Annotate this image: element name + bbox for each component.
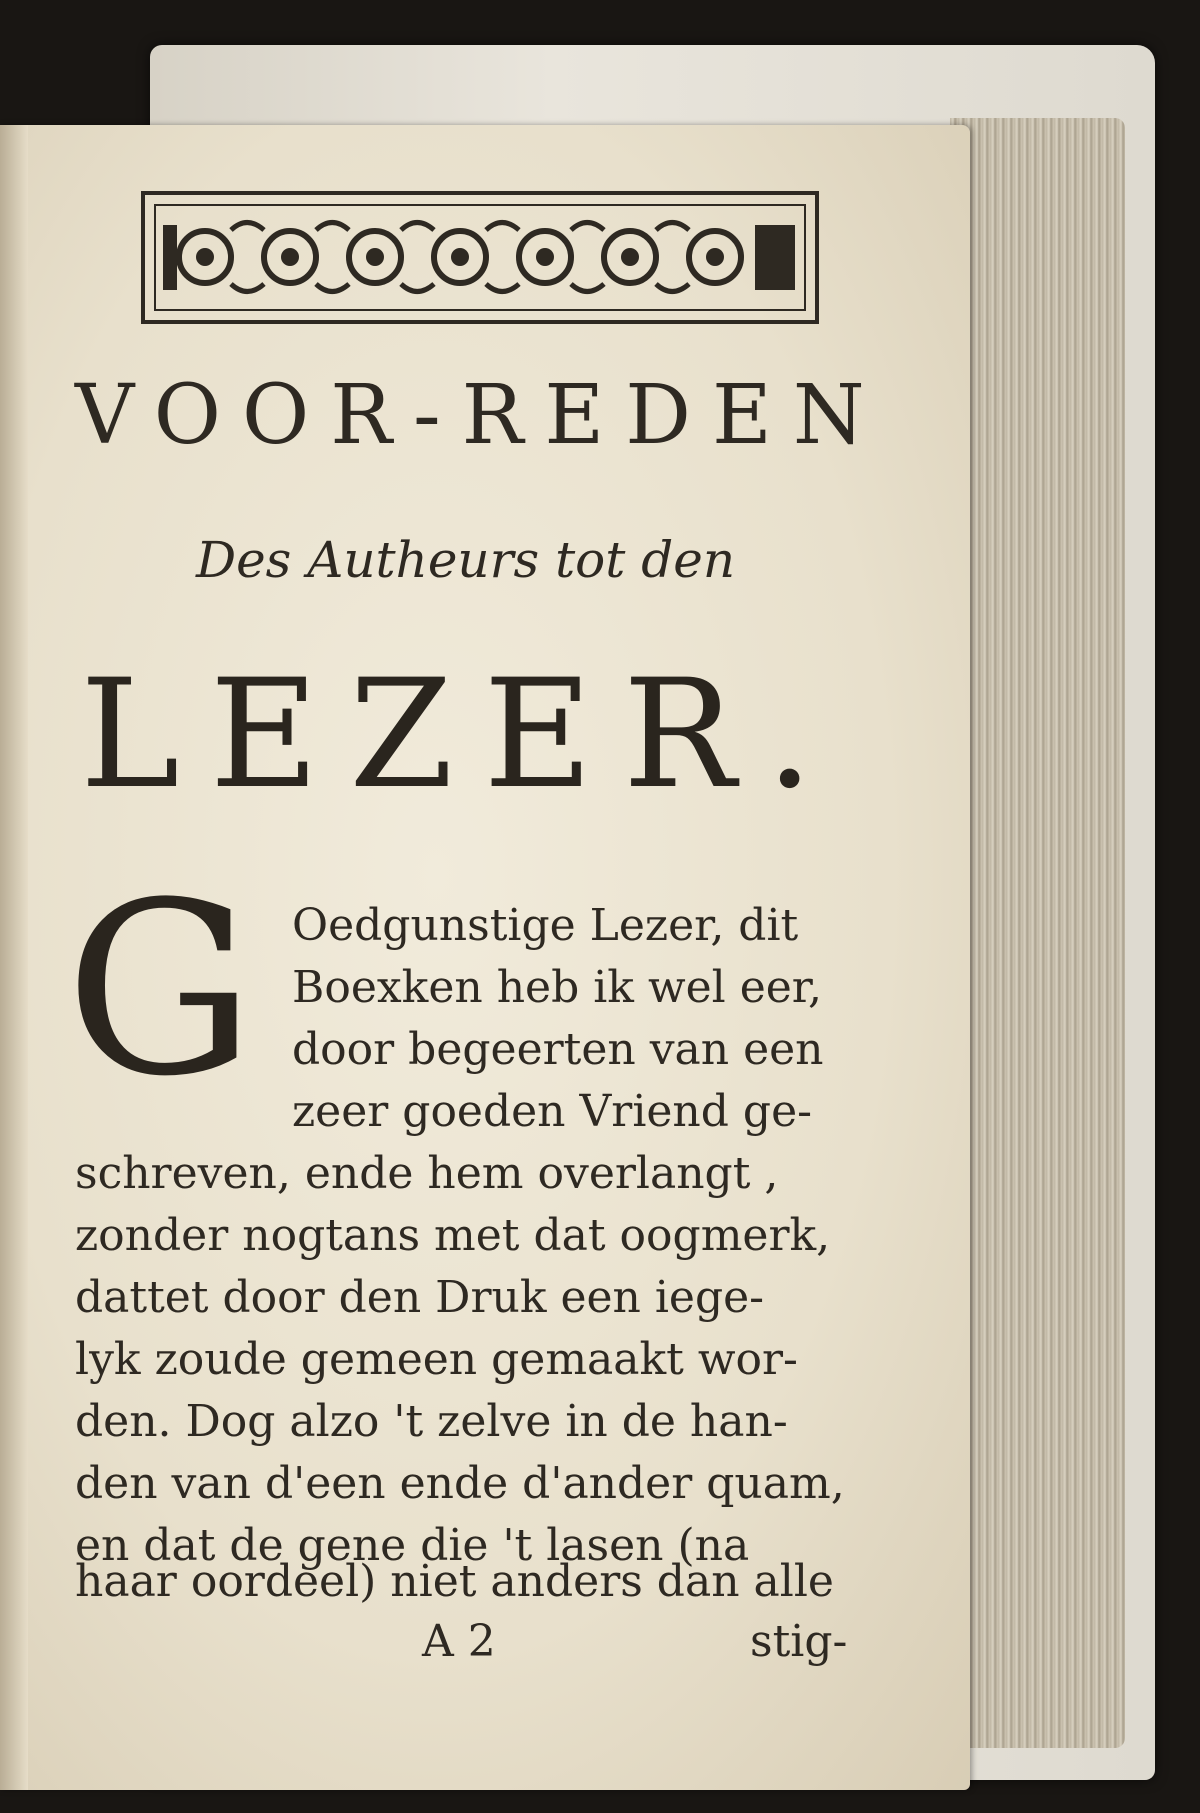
text-line: door begeerten van een [292,1024,824,1075]
text-line: den van d'een ende d'ander quam, [75,1458,845,1509]
decorative-headpiece [135,185,825,330]
text-line: lyk zoude gemeen gemaakt wor- [75,1334,798,1385]
text-line: en dat de gene die 't lasen (na [75,1520,750,1571]
heading-voor-reden: VOOR-REDEN [75,368,886,463]
text-line: zeer goeden Vriend ge- [292,1086,812,1137]
heading-lezer: LEZER. [80,648,844,822]
drop-cap: G [65,852,256,1129]
page-fore-edge [950,118,1125,1748]
text-line: zonder nogtans met dat oogmerk, [75,1210,831,1261]
catchword: stig- [750,1616,848,1667]
text-line: Oedgunstige Lezer, dit [292,900,799,951]
text-line: den. Dog alzo 't zelve in de han- [75,1396,788,1447]
text-line: Boexken heb ik wel eer, [292,962,822,1013]
signature-mark: A 2 [422,1616,496,1667]
text-line: dattet door den Druk een iege- [75,1272,765,1323]
page-gutter [0,125,28,1790]
text-line: haar oordeel) niet anders dan alle [75,1556,834,1607]
text-line: schreven, ende hem overlangt , [75,1148,779,1199]
subheading: Des Autheurs tot den [196,531,736,589]
